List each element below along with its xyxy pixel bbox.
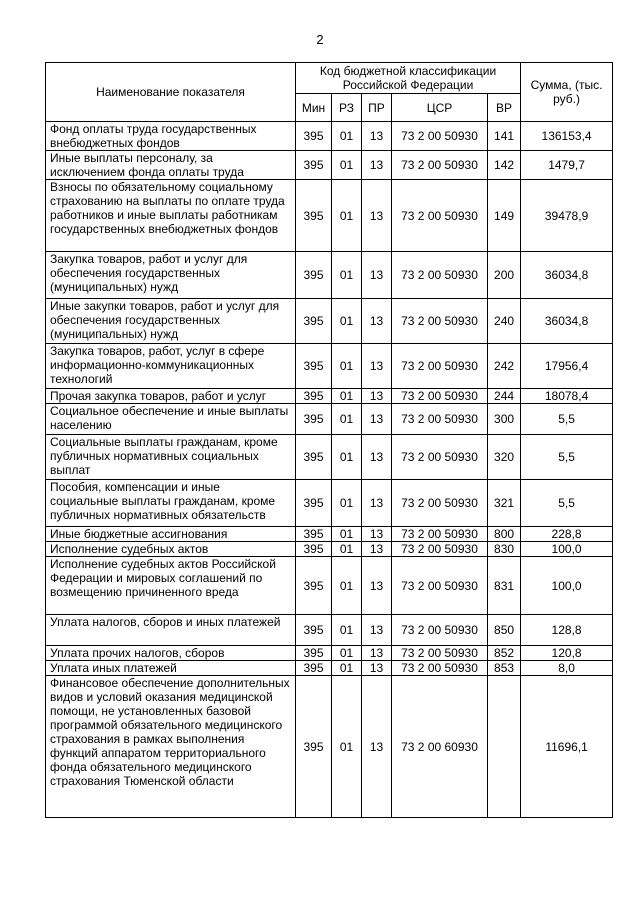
cell-vr: 800 — [488, 527, 521, 542]
cell-sum: 5,5 — [521, 435, 613, 480]
cell-min: 395 — [296, 646, 332, 661]
cell-pr: 13 — [362, 661, 392, 676]
cell-name: Закупка товаров, работ и услуг для обеспечения государственных (муниципальных) нужд — [46, 252, 296, 299]
cell-rz: 01 — [332, 435, 362, 480]
cell-sum: 100,0 — [521, 542, 613, 557]
cell-csr: 73 2 00 50930 — [392, 180, 488, 252]
header-pr: ПР — [362, 94, 392, 122]
cell-name: Социальное обеспечение и иные выплаты населению — [46, 404, 296, 435]
cell-pr: 13 — [362, 151, 392, 180]
cell-min: 395 — [296, 435, 332, 480]
header-code-group: Код бюджетной классификации Российской Федерации — [296, 63, 521, 94]
cell-csr: 73 2 00 50930 — [392, 435, 488, 480]
cell-sum: 5,5 — [521, 404, 613, 435]
cell-name: Финансовое обеспечение дополнительных видов и условий оказания медицинской помощи, не установленных базовой программой обязательного медицинского страхования в рамках выполнения функций аппаратом территориального фонда обязательного медицинского страхования Тюменской области — [46, 676, 296, 818]
cell-name: Иные бюджетные ассигнования — [46, 527, 296, 542]
header-name: Наименование показателя — [46, 63, 296, 122]
cell-min: 395 — [296, 151, 332, 180]
table-row — [46, 615, 613, 646]
cell-sum: 120,8 — [521, 646, 613, 661]
cell-rz: 01 — [332, 676, 362, 818]
table-header — [46, 63, 613, 122]
cell-csr: 73 2 00 50930 — [392, 615, 488, 646]
cell-csr: 73 2 00 50930 — [392, 151, 488, 180]
table-row — [46, 676, 613, 818]
cell-pr: 13 — [362, 122, 392, 151]
cell-vr: 200 — [488, 252, 521, 299]
table-row — [46, 527, 613, 542]
cell-min: 395 — [296, 122, 332, 151]
table-row — [46, 151, 613, 180]
cell-pr: 13 — [362, 299, 392, 344]
cell-pr: 13 — [362, 435, 392, 480]
table-row — [46, 299, 613, 344]
cell-min: 395 — [296, 404, 332, 435]
table-row — [46, 404, 613, 435]
cell-pr: 13 — [362, 252, 392, 299]
cell-csr: 73 2 00 50930 — [392, 557, 488, 615]
cell-name: Уплата налогов, сборов и иных платежей — [46, 615, 296, 646]
table-row — [46, 252, 613, 299]
cell-csr: 73 2 00 50930 — [392, 542, 488, 557]
cell-vr: 852 — [488, 646, 521, 661]
cell-rz: 01 — [332, 557, 362, 615]
cell-name: Уплата прочих налогов, сборов — [46, 646, 296, 661]
header-sum: Сумма, (тыс. руб.) — [521, 63, 613, 122]
cell-vr: 242 — [488, 344, 521, 389]
cell-sum: 36034,8 — [521, 299, 613, 344]
cell-min: 395 — [296, 480, 332, 527]
cell-rz: 01 — [332, 389, 362, 404]
table-row — [46, 180, 613, 252]
cell-pr: 13 — [362, 344, 392, 389]
table-row — [46, 435, 613, 480]
cell-name: Исполнение судебных актов Российской Федерации и мировых соглашений по возмещению причиненного вреда — [46, 557, 296, 615]
cell-name: Прочая закупка товаров, работ и услуг — [46, 389, 296, 404]
cell-pr: 13 — [362, 542, 392, 557]
cell-rz: 01 — [332, 252, 362, 299]
table-row — [46, 661, 613, 676]
cell-min: 395 — [296, 389, 332, 404]
cell-csr: 73 2 00 50930 — [392, 480, 488, 527]
cell-pr: 13 — [362, 527, 392, 542]
cell-sum: 136153,4 — [521, 122, 613, 151]
cell-name: Взносы по обязательному социальному страхованию на выплаты по оплате труда работников и иные выплаты работникам государственных внебюджетных фондов — [46, 180, 296, 252]
cell-rz: 01 — [332, 480, 362, 527]
cell-name: Уплата иных платежей — [46, 661, 296, 676]
cell-min: 395 — [296, 557, 332, 615]
header-min: Мин — [296, 94, 332, 122]
cell-csr: 73 2 00 50930 — [392, 646, 488, 661]
cell-rz: 01 — [332, 404, 362, 435]
cell-pr: 13 — [362, 404, 392, 435]
cell-name: Пособия, компенсации и иные социальные выплаты гражданам, кроме публичных нормативных обязательств — [46, 480, 296, 527]
cell-csr: 73 2 00 60930 — [392, 676, 488, 818]
table-row — [46, 557, 613, 615]
header-csr: ЦСР — [392, 94, 488, 122]
cell-vr — [488, 676, 521, 818]
cell-pr: 13 — [362, 180, 392, 252]
cell-min: 395 — [296, 676, 332, 818]
cell-min: 395 — [296, 527, 332, 542]
cell-rz: 01 — [332, 542, 362, 557]
cell-sum: 39478,9 — [521, 180, 613, 252]
cell-csr: 73 2 00 50930 — [392, 527, 488, 542]
cell-vr: 853 — [488, 661, 521, 676]
cell-vr: 850 — [488, 615, 521, 646]
cell-min: 395 — [296, 344, 332, 389]
budget-table — [45, 62, 613, 818]
cell-min: 395 — [296, 180, 332, 252]
cell-csr: 73 2 00 50930 — [392, 404, 488, 435]
cell-vr: 149 — [488, 180, 521, 252]
cell-sum: 36034,8 — [521, 252, 613, 299]
cell-vr: 244 — [488, 389, 521, 404]
cell-name: Социальные выплаты гражданам, кроме публичных нормативных социальных выплат — [46, 435, 296, 480]
cell-rz: 01 — [332, 151, 362, 180]
cell-rz: 01 — [332, 661, 362, 676]
cell-csr: 73 2 00 50930 — [392, 252, 488, 299]
cell-sum: 5,5 — [521, 480, 613, 527]
cell-sum: 1479,7 — [521, 151, 613, 180]
cell-csr: 73 2 00 50930 — [392, 344, 488, 389]
cell-vr: 831 — [488, 557, 521, 615]
cell-name: Фонд оплаты труда государственных внебюджетных фондов — [46, 122, 296, 151]
table-row — [46, 344, 613, 389]
cell-csr: 73 2 00 50930 — [392, 389, 488, 404]
cell-sum: 18078,4 — [521, 389, 613, 404]
cell-pr: 13 — [362, 676, 392, 818]
cell-rz: 01 — [332, 122, 362, 151]
cell-csr: 73 2 00 50930 — [392, 299, 488, 344]
cell-sum: 11696,1 — [521, 676, 613, 818]
cell-pr: 13 — [362, 557, 392, 615]
cell-rz: 01 — [332, 646, 362, 661]
cell-min: 395 — [296, 299, 332, 344]
cell-rz: 01 — [332, 344, 362, 389]
table-body — [46, 122, 613, 818]
header-rz: РЗ — [332, 94, 362, 122]
cell-min: 395 — [296, 252, 332, 299]
cell-rz: 01 — [332, 299, 362, 344]
cell-vr: 321 — [488, 480, 521, 527]
cell-sum: 8,0 — [521, 661, 613, 676]
table-row — [46, 389, 613, 404]
cell-pr: 13 — [362, 389, 392, 404]
cell-rz: 01 — [332, 180, 362, 252]
cell-pr: 13 — [362, 646, 392, 661]
cell-name: Исполнение судебных актов — [46, 542, 296, 557]
page-number: 2 — [316, 32, 324, 47]
cell-sum: 17956,4 — [521, 344, 613, 389]
cell-rz: 01 — [332, 527, 362, 542]
cell-vr: 300 — [488, 404, 521, 435]
cell-vr: 141 — [488, 122, 521, 151]
cell-sum: 128,8 — [521, 615, 613, 646]
table-row — [46, 480, 613, 527]
table-row — [46, 122, 613, 151]
cell-vr: 142 — [488, 151, 521, 180]
cell-name: Иные закупки товаров, работ и услуг для обеспечения государственных (муниципальных) нужд — [46, 299, 296, 344]
cell-name: Иные выплаты персоналу, за исключением фонда оплаты труда — [46, 151, 296, 180]
cell-name: Закупка товаров, работ, услуг в сфере информационно-коммуникационных технологий — [46, 344, 296, 389]
cell-sum: 228,8 — [521, 527, 613, 542]
cell-csr: 73 2 00 50930 — [392, 122, 488, 151]
header-vr: ВР — [488, 94, 521, 122]
cell-min: 395 — [296, 542, 332, 557]
cell-vr: 240 — [488, 299, 521, 344]
cell-vr: 830 — [488, 542, 521, 557]
cell-sum: 100,0 — [521, 557, 613, 615]
table-row — [46, 542, 613, 557]
cell-rz: 01 — [332, 615, 362, 646]
table-row — [46, 646, 613, 661]
cell-pr: 13 — [362, 615, 392, 646]
cell-pr: 13 — [362, 480, 392, 527]
cell-min: 395 — [296, 661, 332, 676]
cell-vr: 320 — [488, 435, 521, 480]
cell-csr: 73 2 00 50930 — [392, 661, 488, 676]
cell-min: 395 — [296, 615, 332, 646]
